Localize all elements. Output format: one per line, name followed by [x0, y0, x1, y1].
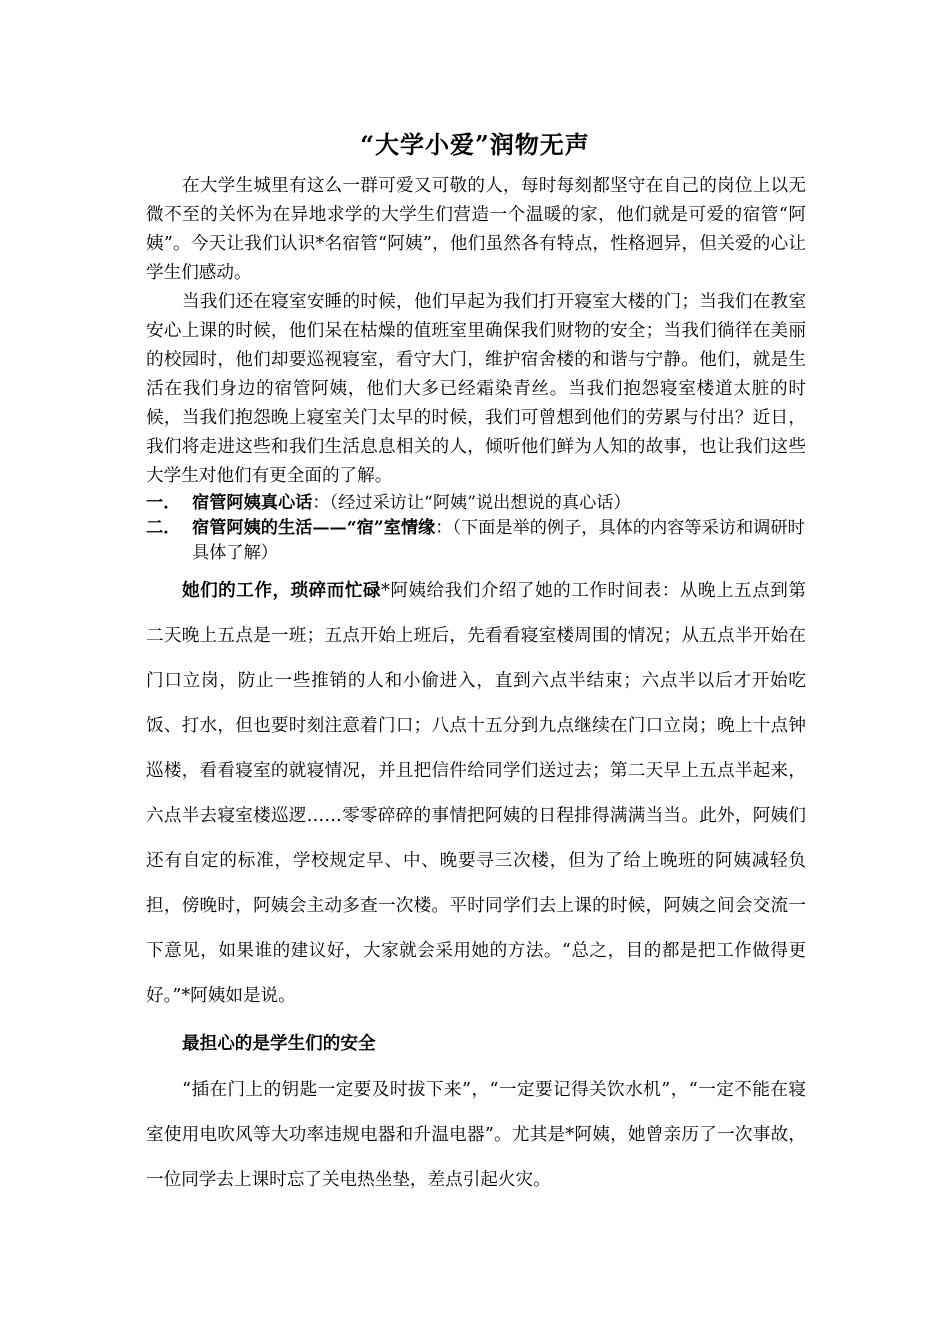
list-text: ：（下面是举的例子，具体的内容等采访和调研时具体了解）	[192, 518, 805, 563]
safety-paragraph: “插在门上的钥匙一定要及时拔下来”，“一定要记得关饮水机”，“一定不能在寝室使用电吹风等大功率违规电器和升温电器”。尤其是*阿姨，她曾亲历了一次事故，一位同学去上课时忘了关电热坐垫，差点引起火灾。	[146, 1080, 806, 1190]
intro-paragraph-1: 在大学生城里有这么一群可爱又可敬的人，每时每刻都坚守在自己的岗位上以无微不至的关怀为在异地求学的大学生们营造一个温暖的家，他们就是可爱的宿管“阿姨”。今天让我们认识*名宿管“阿姨”，他们虽然各有特点，性格迥异，但关爱的心让学生们感动。	[146, 176, 806, 283]
work-lead: 她们的工作，琐碎而忙碌	[182, 580, 382, 601]
list-item-1	[146, 491, 806, 516]
intro-paragraph-2: 当我们还在寝室安睡的时候，他们早起为我们打开寝室大楼的门；当我们在教室安心上课的时候，他们呆在枯燥的值班室里确保我们财物的安全；当我们徜徉在美丽的校园时，他们却要巡视寝室，看守大门，维护宿舍楼的和谐与宁静。他们，就是生活在我们身边的宿管阿姨，他们大多已经霜染青丝。当我们抱怨寝室楼道太脏的时候，当我们抱怨晚上寝室关门太早的时候，我们可曾想到他们的劳累与付出？近日，我们将走进这些和我们生活息息相关的人，倾听他们鲜为人知的故事，也让我们这些大学生对他们有更全面的了解。	[146, 292, 806, 486]
work-paragraph	[146, 568, 806, 1019]
list-number: 二．	[146, 518, 181, 538]
document-body	[146, 172, 806, 1203]
list-heading: 宿管阿姨真心话	[192, 493, 313, 513]
list-body	[192, 516, 806, 566]
list-body	[192, 491, 806, 516]
list-text: ：（经过采访让“阿姨”说出想说的真心话）	[312, 493, 631, 513]
safety-heading: 最担心的是学生们的安全	[182, 1033, 376, 1054]
list-heading: 宿管阿姨的生活——“宿”室情缘	[192, 518, 436, 538]
document-title: “大学小爱”润物无声	[360, 130, 590, 159]
work-text: *阿姨给我们介绍了她的工作时间表：从晚上五点到第二天晚上五点是一班；五点开始上班后，先看看寝室楼周围的情况；从五点半开始在门口立岗，防止一些推销的人和小偷进入，直到六点半结束；六点半以后才开始吃饭、打水，但也要时刻注意着门口；八点十五分到九点继续在门口立岗；晚上十点钟巡楼，看看寝室的就寝情况，并且把信件给同学们送过去；第二天早上五点半起来，六点半去寝室楼巡逻……零零碎碎的事情把阿姨的日程排得满满当当。此外，阿姨们还有自定的标准，学校规定早、中、晚要寻三次楼，但为了给上晚班的阿姨减轻负担，傍晚时，阿姨会主动多查一次楼。平时同学们去上课的时候，阿姨之间会交流一下意见，如果谁的建议好，大家就会采用她的方法。“总之，目的都是把工作做得更好。”*阿姨如是说。	[146, 581, 806, 1006]
list-number: 一．	[146, 493, 181, 513]
list-item-2	[146, 516, 806, 566]
